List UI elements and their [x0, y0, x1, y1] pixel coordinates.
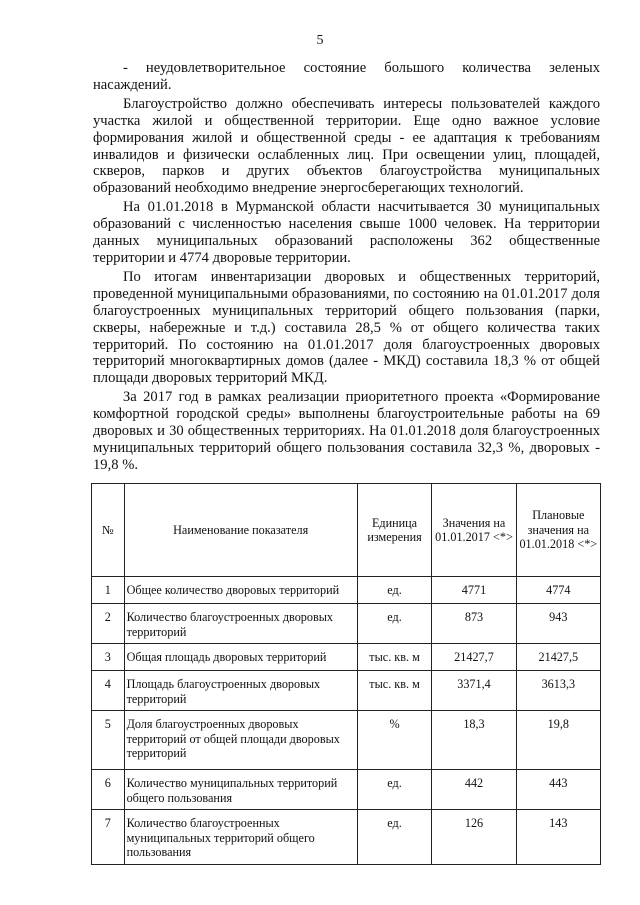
table-row — [92, 577, 601, 604]
cell-name: Общее количество дворовых территорий — [124, 577, 357, 604]
cell-value-2018: 443 — [516, 770, 600, 810]
cell-num: 3 — [92, 644, 125, 671]
page-number: 5 — [316, 33, 324, 48]
cell-unit: ед. — [357, 604, 432, 644]
table-row — [92, 810, 601, 865]
header-unit: Единица измерения — [357, 484, 432, 577]
cell-name: Общая площадь дворовых территорий — [124, 644, 357, 671]
cell-value-2017: 21427,7 — [432, 644, 516, 671]
table-row — [92, 644, 601, 671]
cell-value-2018: 943 — [516, 604, 600, 644]
cell-value-2018: 4774 — [516, 577, 600, 604]
cell-unit: тыс. кв. м — [357, 644, 432, 671]
cell-value-2017: 4771 — [432, 577, 516, 604]
cell-num: 4 — [92, 671, 125, 711]
paragraph: - неудовлетворительное состояние большого количества зеленых насаждений. — [93, 60, 600, 93]
paragraph: Благоустройство должно обеспечивать интересы пользователей каждого участка жилой и общественной территории. Еще одно важное условие формирования жилой и общественной среды - ее адаптация к требованиям инвалидов и физически ослабленных лиц. При освещении улиц, площадей, скверов, парков и других объектов благоустройства муниципальных образований необходимо внедрение энергосберегающих технологий. — [93, 95, 600, 197]
header-value-2017: Значения на 01.01.2017 <*> — [432, 484, 516, 577]
cell-unit: ед. — [357, 770, 432, 810]
cell-unit: % — [357, 711, 432, 770]
paragraph: По итогам инвентаризации дворовых и общественных территорий, проведенной муниципальными образованиями, по состоянию на 01.01.2017 доля благоустроенных муниципальных территорий общего пользования (парки, скверы, набережные и т.д.) составила 28,5 % от общего количества таких территорий. По состоянию на 01.01.2017 доля благоустроенных дворовых территорий многоквартирных домов (далее - МКД) составила 18,3 % от общей площади дворовых территорий МКД. — [93, 268, 600, 387]
cell-value-2017: 442 — [432, 770, 516, 810]
table-row — [92, 604, 601, 644]
cell-value-2017: 18,3 — [432, 711, 516, 770]
cell-num: 1 — [92, 577, 125, 604]
cell-name: Количество муниципальных территорий общего пользования — [124, 770, 357, 810]
paragraph: За 2017 год в рамках реализации приоритетного проекта «Формирование комфортной городской среды» выполнены благоустроительные работы на 69 дворовых и 30 общественных территориях. На 01.01.2018 доля благоустроенных муниципальных территорий общего пользования составила 32,3 %, дворовых - 19,8 %. — [93, 389, 600, 473]
table-row — [92, 671, 601, 711]
header-num: № — [92, 484, 125, 577]
cell-num: 6 — [92, 770, 125, 810]
paragraph: На 01.01.2018 в Мурманской области насчитывается 30 муниципальных образований с численностью населения свыше 1000 человек. На территории данных муниципальных образований расположены 362 общественные территории и 4774 дворовые территории. — [93, 199, 600, 266]
cell-unit: ед. — [357, 577, 432, 604]
cell-value-2017: 126 — [432, 810, 516, 865]
table-row — [92, 711, 601, 770]
cell-value-2017: 873 — [432, 604, 516, 644]
header-value-2018: Плановые значения на 01.01.2018 <*> — [516, 484, 600, 577]
cell-unit: ед. — [357, 810, 432, 865]
cell-value-2018: 19,8 — [516, 711, 600, 770]
cell-value-2018: 3613,3 — [516, 671, 600, 711]
cell-value-2018: 143 — [516, 810, 600, 865]
body-text — [93, 60, 600, 476]
cell-name: Доля благоустроенных дворовых территорий от общей площади дворовых территорий — [124, 711, 357, 770]
table-row — [92, 770, 601, 810]
cell-unit: тыс. кв. м — [357, 671, 432, 711]
table-header-row — [92, 484, 601, 577]
cell-num: 5 — [92, 711, 125, 770]
cell-name: Количество благоустроенных муниципальных территорий общего пользования — [124, 810, 357, 865]
cell-num: 2 — [92, 604, 125, 644]
cell-name: Количество благоустроенных дворовых территорий — [124, 604, 357, 644]
cell-name: Площадь благоустроенных дворовых территорий — [124, 671, 357, 711]
cell-value-2018: 21427,5 — [516, 644, 600, 671]
cell-value-2017: 3371,4 — [432, 671, 516, 711]
cell-num: 7 — [92, 810, 125, 865]
header-name: Наименование показателя — [124, 484, 357, 577]
indicators-table — [91, 483, 601, 865]
